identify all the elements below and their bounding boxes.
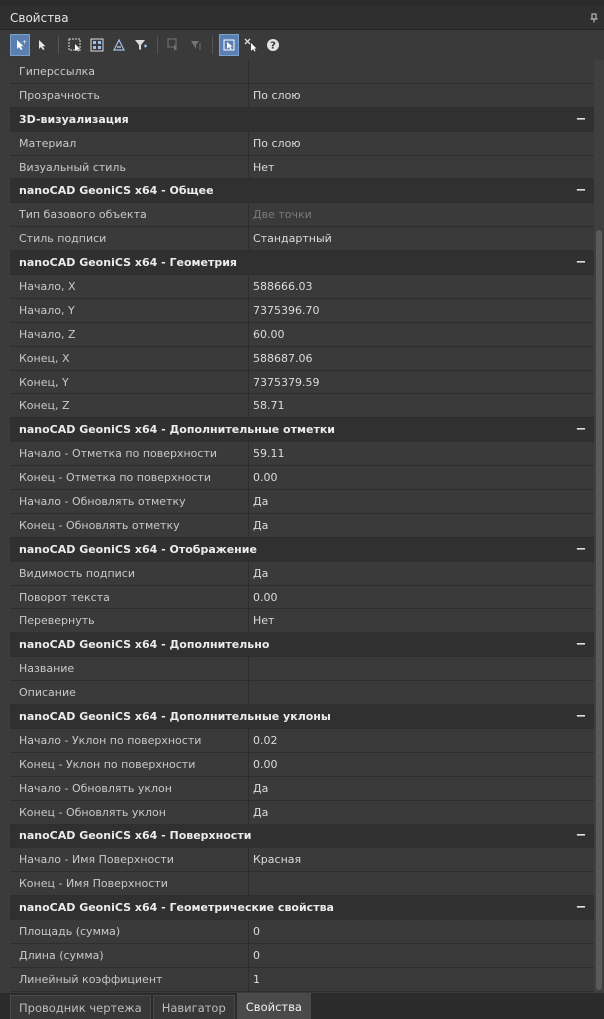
property-row[interactable]: [10, 872, 594, 896]
select-pick-icon[interactable]: [10, 34, 30, 56]
svg-text:+: +: [22, 39, 27, 46]
category-row[interactable]: [10, 896, 594, 920]
category-label: nanoCAD GeoniCS x64 - Геометрические свойства: [19, 901, 334, 915]
category-row[interactable]: [10, 538, 594, 562]
toolbar-separator: [157, 36, 158, 54]
property-name: Тип базового объекта: [10, 203, 249, 226]
property-name: Конец, Y: [10, 371, 249, 394]
property-value[interactable]: По слою: [253, 88, 301, 102]
category-label: nanoCAD GeoniCS x64 - Дополнительно: [19, 638, 270, 652]
property-row[interactable]: [10, 944, 594, 968]
property-name: Площадь (сумма): [10, 920, 249, 943]
property-row[interactable]: [10, 323, 594, 347]
category-row[interactable]: [10, 179, 594, 203]
collapse-icon[interactable]: −: [575, 541, 587, 557]
property-value[interactable]: Да: [253, 781, 269, 795]
property-value[interactable]: По слою: [253, 136, 301, 150]
category-label: nanoCAD GeoniCS x64 - Общее: [19, 184, 214, 198]
disabled-filter-icon[interactable]: [186, 34, 206, 56]
property-row[interactable]: [10, 753, 594, 777]
property-row[interactable]: [10, 60, 594, 84]
palette-tabs: [0, 993, 604, 1019]
property-name: Поворот текста: [10, 586, 249, 609]
property-name: Стиль подписи: [10, 227, 249, 250]
property-name: Начало - Уклон по поверхности: [10, 729, 249, 752]
collapse-icon[interactable]: −: [575, 900, 587, 916]
property-name: Конец - Отметка по поверхности: [10, 466, 249, 489]
property-row[interactable]: [10, 729, 594, 753]
disabled-pick-icon[interactable]: [164, 34, 184, 56]
property-row[interactable]: [10, 347, 594, 371]
property-row[interactable]: [10, 203, 594, 227]
property-name: Линейный коэффициент: [10, 968, 249, 991]
property-name: Начало, X: [10, 275, 249, 298]
tab-properties[interactable]: Свойства: [237, 993, 311, 1019]
palette-titlebar: [0, 6, 604, 30]
property-value[interactable]: Стандартный: [253, 232, 332, 246]
category-row[interactable]: [10, 705, 594, 729]
property-value[interactable]: 588687.06: [253, 351, 313, 365]
collapse-icon[interactable]: −: [575, 828, 587, 844]
property-name: Визуальный стиль: [10, 156, 249, 179]
property-row[interactable]: [10, 586, 594, 610]
collapse-icon[interactable]: −: [575, 422, 587, 438]
match-properties-icon[interactable]: [109, 34, 129, 56]
property-name: Перевернуть: [10, 609, 249, 632]
property-row[interactable]: [10, 394, 594, 418]
property-value[interactable]: [249, 60, 594, 83]
tab-drawing-explorer[interactable]: Проводник чертежа: [10, 995, 151, 1019]
vertical-scrollbar[interactable]: [594, 60, 604, 993]
collapse-icon[interactable]: −: [575, 637, 587, 653]
property-value[interactable]: Красная: [253, 853, 302, 867]
property-row[interactable]: [10, 299, 594, 323]
property-name: Начало, Y: [10, 299, 249, 322]
category-row[interactable]: [10, 251, 594, 275]
collapse-icon[interactable]: −: [575, 183, 587, 199]
property-row[interactable]: [10, 442, 594, 466]
property-value[interactable]: [249, 681, 594, 704]
property-name: Начало - Имя Поверхности: [10, 848, 249, 871]
property-row[interactable]: [10, 609, 594, 633]
property-name: Начало - Обновлять уклон: [10, 777, 249, 800]
select-all-icon[interactable]: [87, 34, 107, 56]
collapse-icon[interactable]: −: [575, 111, 587, 127]
property-row[interactable]: [10, 156, 594, 180]
collapse-icon[interactable]: −: [575, 255, 587, 271]
svg-text:?: ?: [270, 40, 276, 52]
pin-icon[interactable]: [584, 8, 604, 28]
property-name: Описание: [10, 681, 249, 704]
property-value[interactable]: 0.00: [253, 757, 278, 771]
toolbar-separator: [58, 36, 59, 54]
property-name: Прозрачность: [10, 84, 249, 107]
property-row[interactable]: [10, 275, 594, 299]
property-row[interactable]: [10, 466, 594, 490]
property-value[interactable]: 59.11: [253, 447, 285, 461]
property-row[interactable]: [10, 920, 594, 944]
property-row[interactable]: [10, 848, 594, 872]
property-name: Видимость подписи: [10, 562, 249, 585]
category-row[interactable]: [10, 418, 594, 442]
property-grid: [10, 60, 594, 993]
quick-select-filter-icon[interactable]: [131, 34, 151, 56]
property-value[interactable]: 0.00: [253, 471, 278, 485]
category-label: nanoCAD GeoniCS x64 - Дополнительные уклоны: [19, 709, 331, 723]
scrollbar-thumb[interactable]: [596, 230, 602, 990]
property-name: Начало - Обновлять отметку: [10, 490, 249, 513]
property-value[interactable]: 0: [253, 948, 260, 962]
toggle-pickadd-icon[interactable]: [219, 34, 239, 56]
category-row[interactable]: [10, 825, 594, 849]
property-name: Длина (сумма): [10, 944, 249, 967]
property-value[interactable]: 0: [253, 925, 260, 938]
property-value[interactable]: 1: [253, 972, 260, 986]
category-label: nanoCAD GeoniCS x64 - Дополнительные отметки: [19, 423, 335, 437]
property-value[interactable]: 58.71: [253, 399, 285, 413]
property-value[interactable]: Нет: [253, 614, 275, 628]
property-row[interactable]: [10, 490, 594, 514]
property-row[interactable]: [10, 514, 594, 538]
select-objects-icon[interactable]: [241, 34, 261, 56]
property-value[interactable]: [249, 872, 594, 895]
property-name: Конец - Имя Поверхности: [10, 872, 249, 895]
property-name: Название: [10, 657, 249, 680]
pointer-icon[interactable]: [32, 34, 52, 56]
property-value[interactable]: 7375396.70: [253, 303, 320, 317]
property-name: Конец - Уклон по поверхности: [10, 753, 249, 776]
property-row[interactable]: [10, 371, 594, 395]
property-value[interactable]: Да: [253, 494, 269, 508]
property-name: Конец - Обновлять отметку: [10, 514, 249, 537]
property-row[interactable]: [10, 968, 594, 992]
property-row[interactable]: [10, 562, 594, 586]
property-row[interactable]: [10, 777, 594, 801]
collapse-icon[interactable]: −: [575, 708, 587, 724]
category-row[interactable]: [10, 633, 594, 657]
property-name: Начало - Отметка по поверхности: [10, 442, 249, 465]
property-value: Две точки: [253, 208, 312, 222]
palette-title: Свойства: [10, 10, 69, 25]
property-row[interactable]: [10, 227, 594, 251]
property-row[interactable]: [10, 657, 594, 681]
toolbar-separator: [212, 36, 213, 54]
property-value[interactable]: Да: [253, 518, 269, 532]
property-value[interactable]: Нет: [253, 160, 275, 174]
property-value[interactable]: [249, 657, 594, 680]
property-name: Гиперссылка: [10, 60, 249, 83]
property-value[interactable]: 0.00: [253, 590, 278, 604]
property-name: Начало, Z: [10, 323, 249, 346]
tab-navigator[interactable]: Навигатор: [153, 995, 235, 1019]
property-value[interactable]: 0.02: [253, 733, 278, 747]
property-name: Конец, Z: [10, 394, 249, 417]
property-value[interactable]: 588666.03: [253, 279, 313, 293]
property-name: Конец, X: [10, 347, 249, 370]
properties-toolbar: [0, 30, 604, 60]
property-row[interactable]: [10, 681, 594, 705]
property-value[interactable]: 7375379.59: [253, 375, 320, 389]
category-label: nanoCAD GeoniCS x64 - Геометрия: [19, 256, 237, 270]
property-row[interactable]: [10, 801, 594, 825]
select-window-icon[interactable]: [65, 34, 85, 56]
property-value[interactable]: 60.00: [253, 327, 285, 341]
property-value[interactable]: Да: [253, 805, 269, 819]
property-row[interactable]: [10, 132, 594, 156]
category-label: 3D-визуализация: [19, 112, 129, 126]
property-name: Конец - Обновлять уклон: [10, 801, 249, 824]
category-label: nanoCAD GeoniCS x64 - Отображение: [19, 542, 257, 556]
property-name: Материал: [10, 132, 249, 155]
property-row[interactable]: [10, 84, 594, 108]
category-label: nanoCAD GeoniCS x64 - Поверхности: [19, 829, 252, 843]
help-icon[interactable]: [263, 34, 283, 56]
category-row[interactable]: [10, 108, 594, 132]
property-value[interactable]: Да: [253, 566, 269, 580]
